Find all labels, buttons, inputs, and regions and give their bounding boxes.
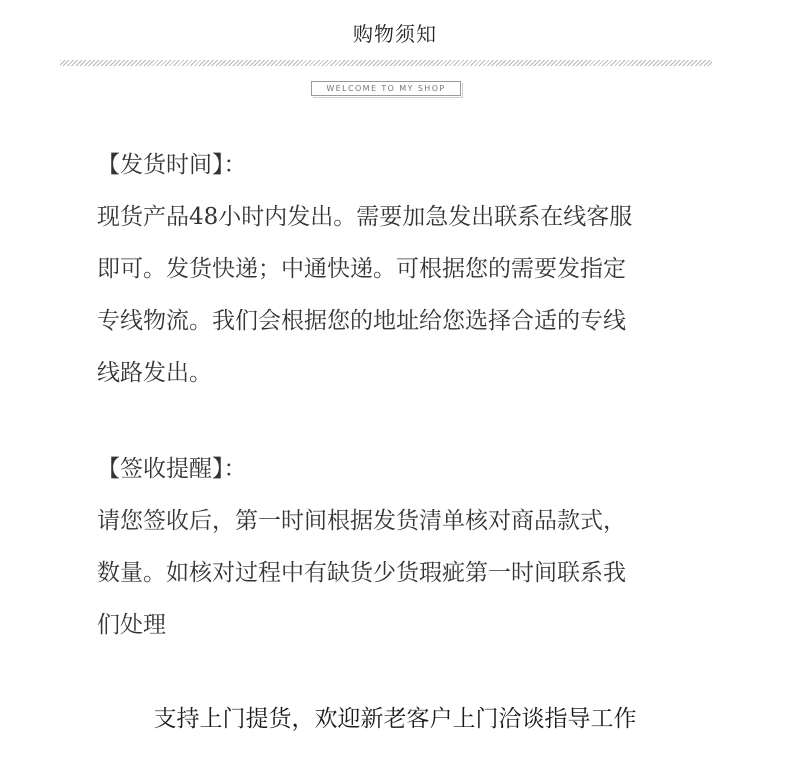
section-line: 数量。如核对过程中有缺货少货瑕疵第一时间联系我 (97, 560, 626, 586)
receipt-reminder-section (97, 443, 717, 651)
hatched-divider (60, 60, 712, 66)
section-line: 现货产品48小时内发出。需要加急发出联系在线客服 (97, 204, 633, 230)
page-title: 购物须知 (353, 22, 437, 46)
section-line: 专线物流。我们会根据您的地址给您选择合适的专线 (97, 308, 626, 334)
section-line: 线路发出。 (97, 360, 212, 386)
section-heading: 【签收提醒】： (97, 456, 247, 482)
footer-note: 支持上门提货，欢迎新老客户上门洽谈指导工作 (153, 706, 637, 732)
section-line: 们处理 (97, 612, 166, 638)
shipping-time-section (97, 139, 717, 399)
section-line: 即可。发货快递；中通快递。可根据您的需要发指定 (97, 256, 626, 282)
section-line: 请您签收后，第一时间根据发货清单核对商品款式， (97, 508, 626, 534)
section-heading: 【发货时间】： (97, 152, 247, 178)
welcome-badge: WELCOME TO MY SHOP (311, 81, 461, 96)
